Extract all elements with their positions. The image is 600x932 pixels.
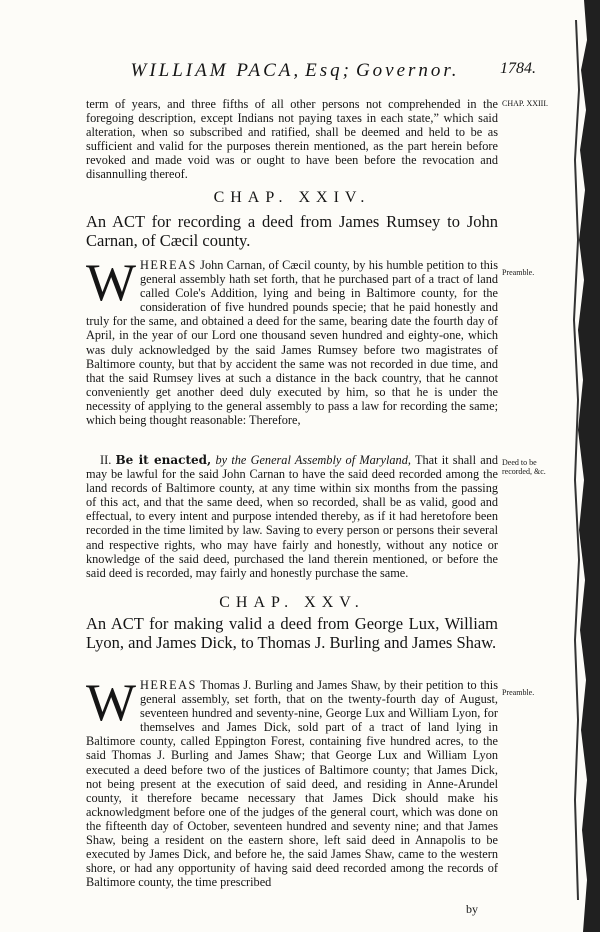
running-head-governor: Governor.: [355, 60, 460, 81]
chap-24-body: John Carnan, of Cæcil county, by his humble petition to this general assembly hath set forth, that he purchased part of a tract of land called Cole's Addition, lying and being in Baltimore county, for the consideration of five hundred pounds specie; that he paid honestly and truly for the same, and obtained a deed for the same, bearing date the fourth day of April, in the year of our Lord one thousand seven hundred and eighty-one, which was duly acknowledged by the said James Rumsey before two magistrates of Baltimore county, but that by accident the same was not recorded in due time, and that the said Rumsey lives at such a distance in the back country, that he cannot conveniently get another deed duly executed by him, so that he is under the necessity of applying to the general assembly to pass a law for recording the same; which being thought reasonable: Therefore,: [86, 258, 499, 428]
margin-note-deed-recorded: Deed to be recorded, &c.: [502, 458, 546, 476]
section-body: That it shall and may be lawful for the said John Carnan to have the said deed recorded among the land records of Baltimore county, at any time within six months from the passing of this act, and that the same deed, when so recorded, shall be as valid, good and effectual, to every intent and purpose intended thereby, as if it had heretofore been recorded in the time limited by law. Saving to every person or persons their several and respective rights, who may have fairly and honestly, without any notice or knowledge of the said deed, purchased the land therein mentioned, or before the said deed is recorded, may fairly and honestly purchase the same.: [86, 453, 498, 580]
running-head-esq: Esq;: [305, 60, 352, 81]
enacting-authority: by the General Assembly of Maryland,: [215, 453, 411, 467]
continuation-paragraph: [86, 97, 498, 182]
chap-25-preamble: [86, 674, 498, 890]
binding-edge: [566, 0, 600, 932]
chap-24-heading: CHAP. XXIV.: [213, 189, 371, 206]
continuation-text: term of years, and three fifths of all other persons not comprehended in the foregoing description, except Indians not paying taxes in each state,” which said alteration, when so subscribed and ratified, shall be deemed and held to be as sufficient and valid for the purposes therein mentioned, as the part herein before revoked and made void was or ought to have been before the revocation and disannulling thereof.: [86, 97, 498, 182]
chap-25-body: Thomas J. Burling and James Shaw, by their petition to this general assembly, set forth, that on the twenty-fourth day of August, seventeen hundred and seventy-nine, George Lux and William Lyon, for themselves and James Dick, sold part of a tract of land lying in Baltimore county, called Eppington Forest, containing five hundred acres, to the said Thomas J. Burling and James Shaw; that George Lux and William Lyon executed a deed before two of the justices of Baltimore county; that James Dick, not being present at the execution of said deed, and residing in Anne-Arundel county, it therefore became necessary that James Dick should make his acknowledgment before one of the judges of the general court, which was done on the fifteenth day of October, seventeen hundred and seventy nine; and that James Shaw, being a resident on the eastern shore, left said deed in Annapolis to be executed by James Dick, and before he, the said James Shaw, came to the western shore, or had any opportunity of having said deed recorded among the records of Baltimore county, the time prescribed: [86, 678, 498, 890]
running-head: [130, 60, 460, 88]
margin-note-preamble-1: Preamble.: [502, 268, 535, 277]
enacting-phrase: Be it enacted,: [115, 453, 212, 467]
chap-25-lead: HEREAS: [140, 678, 197, 692]
running-head-name: WILLIAM PACA,: [130, 60, 302, 81]
chap-24-section-2: [86, 453, 498, 580]
catchword: by: [466, 902, 478, 916]
chap-24-lead: HEREAS: [140, 258, 197, 272]
chap-24-preamble: [86, 254, 499, 428]
chap-25-title: An ACT for making valid a deed from George Lux, William Lyon, and James Dick, to Thomas J. Burling and James Shaw.: [86, 614, 498, 652]
chap-25-heading: CHAP. XXV.: [219, 594, 365, 611]
drop-cap: W: [86, 254, 137, 312]
margin-note-preamble-2: Preamble.: [502, 688, 535, 697]
chap-24-title: An ACT for recording a deed from James Rumsey to John Carnan, of Cæcil county.: [86, 212, 498, 250]
margin-note-chap-xxiii: CHAP. XXIII.: [502, 99, 548, 108]
section-number: II.: [100, 453, 112, 467]
drop-cap: W: [86, 674, 137, 732]
page-year: 1784.: [500, 60, 536, 77]
